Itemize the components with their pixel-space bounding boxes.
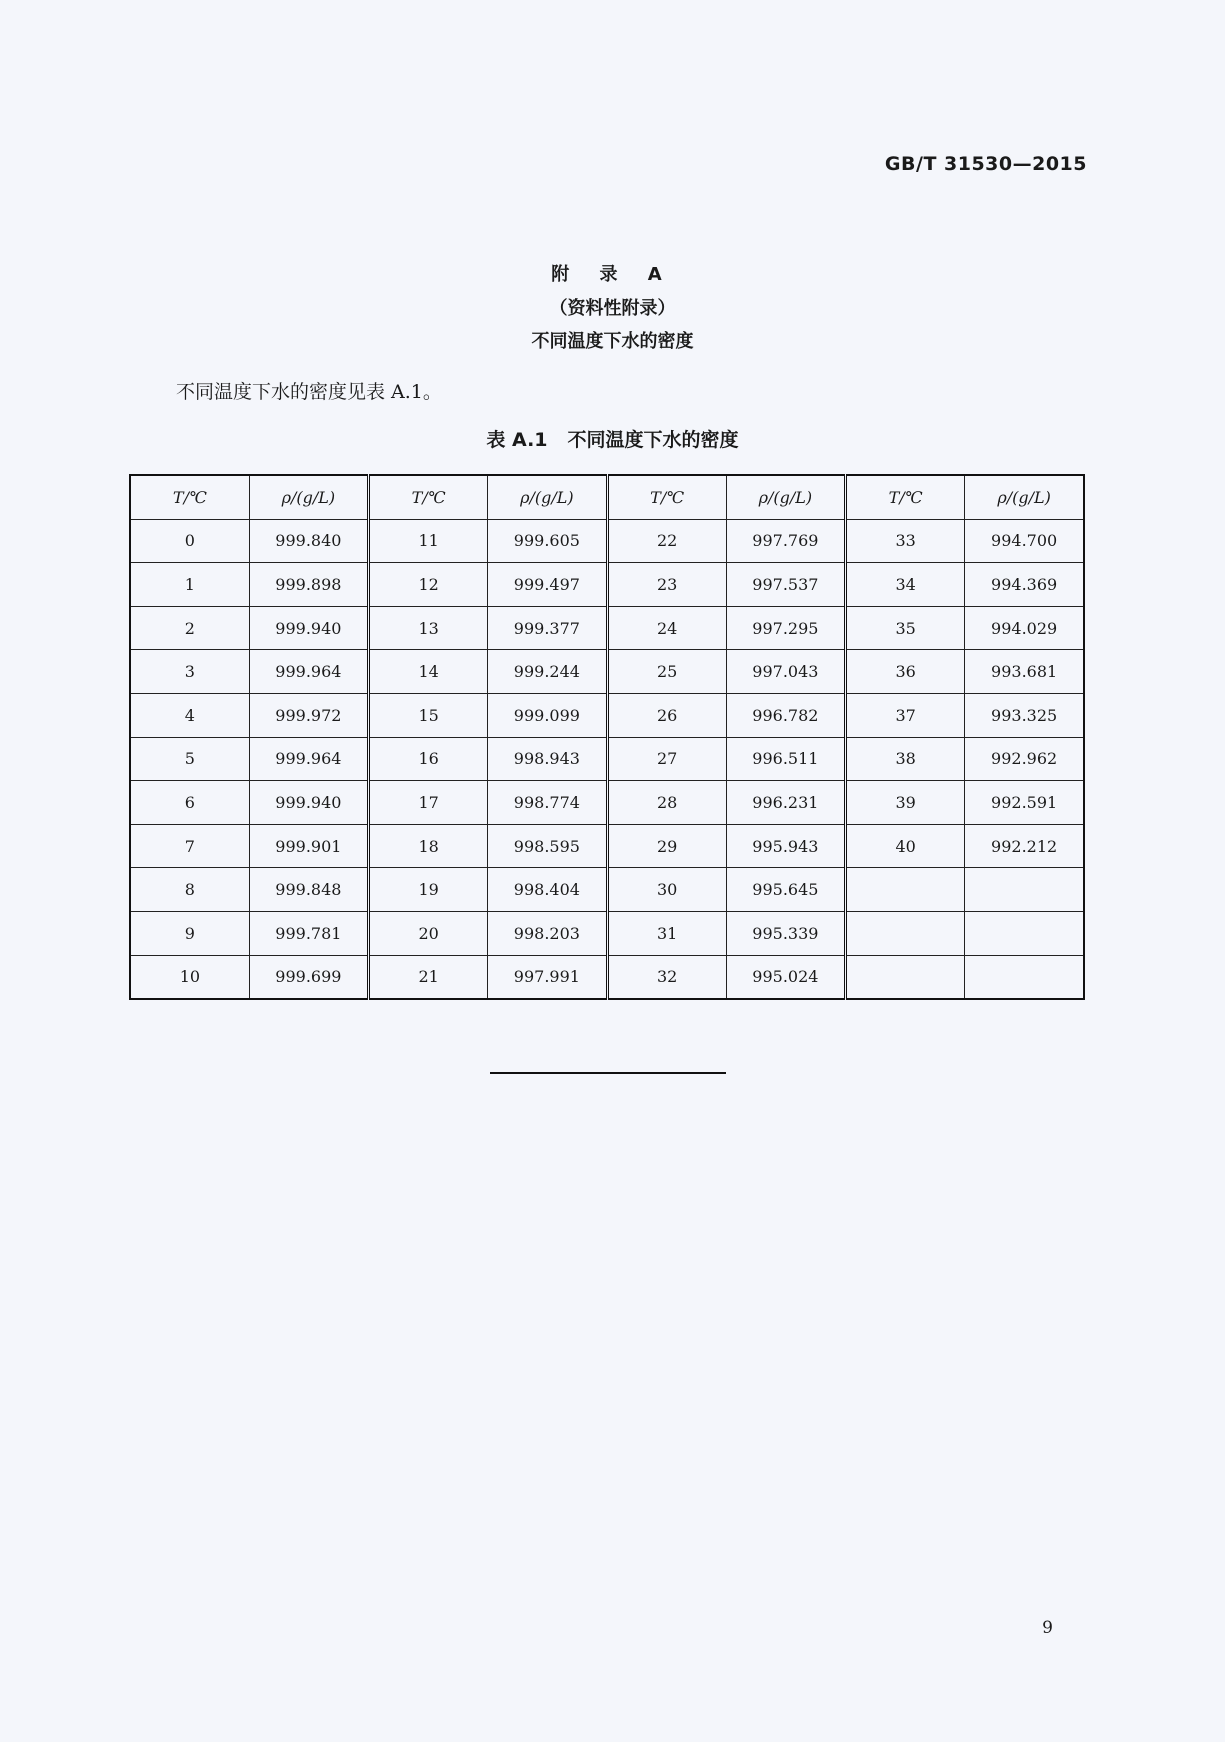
table-caption-title: 不同温度下水的密度 bbox=[567, 429, 739, 451]
temperature-cell: 1 bbox=[130, 563, 249, 607]
table-row bbox=[130, 781, 1084, 825]
density-cell: 999.898 bbox=[249, 563, 368, 607]
temperature-cell: 30 bbox=[607, 868, 726, 912]
temperature-cell: 36 bbox=[846, 650, 965, 694]
density-cell: 995.943 bbox=[726, 824, 845, 868]
table-row bbox=[130, 563, 1084, 607]
temperature-cell: 10 bbox=[130, 955, 249, 999]
temperature-cell: 0 bbox=[130, 519, 249, 563]
temperature-cell: 24 bbox=[607, 606, 726, 650]
temperature-cell: 37 bbox=[846, 693, 965, 737]
temperature-cell: 34 bbox=[846, 563, 965, 607]
table-row bbox=[130, 868, 1084, 912]
header-temperature: T/℃ bbox=[130, 475, 249, 519]
density-cell: 999.848 bbox=[249, 868, 368, 912]
temperature-cell: 17 bbox=[369, 781, 488, 825]
temperature-cell: 26 bbox=[607, 693, 726, 737]
table-body bbox=[130, 519, 1084, 999]
density-cell: 998.404 bbox=[488, 868, 607, 912]
temperature-cell: 29 bbox=[607, 824, 726, 868]
temperature-cell: 3 bbox=[130, 650, 249, 694]
temperature-cell: 15 bbox=[369, 693, 488, 737]
density-cell: 995.339 bbox=[726, 911, 845, 955]
temperature-cell: 11 bbox=[369, 519, 488, 563]
density-cell: 999.605 bbox=[488, 519, 607, 563]
temperature-cell: 22 bbox=[607, 519, 726, 563]
density-cell: 999.940 bbox=[249, 606, 368, 650]
appendix-type: （资料性附录） bbox=[549, 298, 676, 319]
temperature-cell: 23 bbox=[607, 563, 726, 607]
temperature-cell bbox=[846, 911, 965, 955]
density-cell: 999.840 bbox=[249, 519, 368, 563]
table-caption-label: 表 A.1 bbox=[486, 429, 548, 451]
density-cell: 992.591 bbox=[965, 781, 1084, 825]
end-rule bbox=[490, 1072, 726, 1074]
header-temperature: T/℃ bbox=[607, 475, 726, 519]
temperature-cell: 20 bbox=[369, 911, 488, 955]
table-header-row bbox=[130, 475, 1084, 519]
table-caption bbox=[0, 425, 1225, 452]
temperature-cell: 4 bbox=[130, 693, 249, 737]
temperature-cell: 39 bbox=[846, 781, 965, 825]
temperature-cell: 7 bbox=[130, 824, 249, 868]
table-row bbox=[130, 606, 1084, 650]
density-table bbox=[129, 474, 1085, 1000]
temperature-cell: 9 bbox=[130, 911, 249, 955]
temperature-cell: 13 bbox=[369, 606, 488, 650]
density-cell: 999.972 bbox=[249, 693, 368, 737]
temperature-cell: 5 bbox=[130, 737, 249, 781]
density-cell: 999.781 bbox=[249, 911, 368, 955]
temperature-cell: 16 bbox=[369, 737, 488, 781]
temperature-cell: 38 bbox=[846, 737, 965, 781]
table-row bbox=[130, 737, 1084, 781]
density-cell: 996.782 bbox=[726, 693, 845, 737]
density-cell bbox=[965, 955, 1084, 999]
table-row bbox=[130, 911, 1084, 955]
temperature-cell bbox=[846, 868, 965, 912]
appendix-title: 附 录 A bbox=[551, 264, 674, 285]
temperature-cell: 28 bbox=[607, 781, 726, 825]
temperature-cell: 14 bbox=[369, 650, 488, 694]
density-cell: 999.497 bbox=[488, 563, 607, 607]
density-cell: 996.231 bbox=[726, 781, 845, 825]
density-cell bbox=[965, 911, 1084, 955]
temperature-cell: 35 bbox=[846, 606, 965, 650]
header-temperature: T/℃ bbox=[369, 475, 488, 519]
density-cell: 997.043 bbox=[726, 650, 845, 694]
intro-paragraph: 不同温度下水的密度见表 A.1。 bbox=[176, 381, 442, 403]
density-cell: 999.099 bbox=[488, 693, 607, 737]
density-cell: 995.645 bbox=[726, 868, 845, 912]
density-cell: 997.991 bbox=[488, 955, 607, 999]
temperature-cell: 12 bbox=[369, 563, 488, 607]
table-row bbox=[130, 650, 1084, 694]
temperature-cell: 25 bbox=[607, 650, 726, 694]
page-number: 9 bbox=[1042, 1618, 1053, 1638]
density-cell: 998.595 bbox=[488, 824, 607, 868]
density-cell: 997.295 bbox=[726, 606, 845, 650]
header-density: ρ/(g/L) bbox=[249, 475, 368, 519]
table-row bbox=[130, 519, 1084, 563]
density-cell: 998.943 bbox=[488, 737, 607, 781]
standard-number: GB/T 31530—2015 bbox=[884, 153, 1087, 175]
temperature-cell: 18 bbox=[369, 824, 488, 868]
density-cell: 994.700 bbox=[965, 519, 1084, 563]
temperature-cell: 6 bbox=[130, 781, 249, 825]
table-row bbox=[130, 693, 1084, 737]
density-cell: 994.369 bbox=[965, 563, 1084, 607]
temperature-cell: 8 bbox=[130, 868, 249, 912]
density-cell: 992.212 bbox=[965, 824, 1084, 868]
temperature-cell: 33 bbox=[846, 519, 965, 563]
density-cell: 993.681 bbox=[965, 650, 1084, 694]
density-cell: 995.024 bbox=[726, 955, 845, 999]
density-cell: 999.964 bbox=[249, 737, 368, 781]
temperature-cell: 21 bbox=[369, 955, 488, 999]
density-cell: 999.699 bbox=[249, 955, 368, 999]
header-density: ρ/(g/L) bbox=[488, 475, 607, 519]
density-cell: 997.769 bbox=[726, 519, 845, 563]
temperature-cell: 31 bbox=[607, 911, 726, 955]
density-cell: 998.774 bbox=[488, 781, 607, 825]
density-cell: 999.964 bbox=[249, 650, 368, 694]
temperature-cell: 40 bbox=[846, 824, 965, 868]
density-cell bbox=[965, 868, 1084, 912]
density-cell: 993.325 bbox=[965, 693, 1084, 737]
density-cell: 996.511 bbox=[726, 737, 845, 781]
density-cell: 998.203 bbox=[488, 911, 607, 955]
density-cell: 999.377 bbox=[488, 606, 607, 650]
temperature-cell: 19 bbox=[369, 868, 488, 912]
temperature-cell bbox=[846, 955, 965, 999]
temperature-cell: 2 bbox=[130, 606, 249, 650]
table-row bbox=[130, 824, 1084, 868]
density-cell: 999.940 bbox=[249, 781, 368, 825]
density-cell: 999.244 bbox=[488, 650, 607, 694]
density-cell: 999.901 bbox=[249, 824, 368, 868]
density-cell: 992.962 bbox=[965, 737, 1084, 781]
temperature-cell: 27 bbox=[607, 737, 726, 781]
header-density: ρ/(g/L) bbox=[726, 475, 845, 519]
density-cell: 997.537 bbox=[726, 563, 845, 607]
table-row bbox=[130, 955, 1084, 999]
density-cell: 994.029 bbox=[965, 606, 1084, 650]
header-density: ρ/(g/L) bbox=[965, 475, 1084, 519]
appendix-name: 不同温度下水的密度 bbox=[531, 331, 694, 352]
header-temperature: T/℃ bbox=[846, 475, 965, 519]
temperature-cell: 32 bbox=[607, 955, 726, 999]
